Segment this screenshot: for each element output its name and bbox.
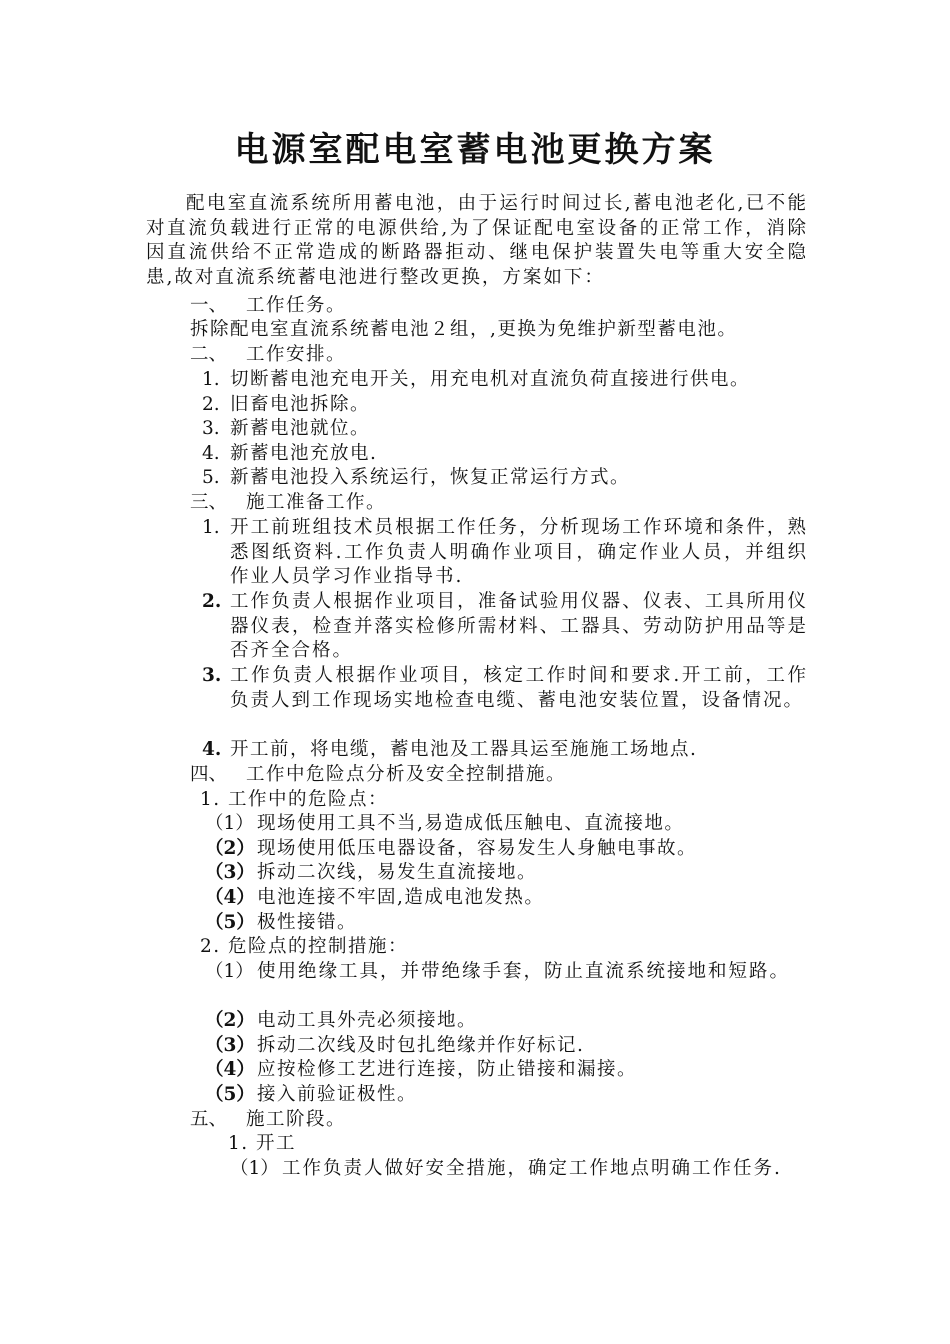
list-item-number: （3）	[205, 862, 255, 883]
list-item: 现场使用工具不当,易造成低压触电、直流接地。	[257, 813, 685, 834]
section-3-number: 三、	[190, 492, 228, 513]
section-5-heading: 施工阶段。	[246, 1109, 347, 1130]
list-item-number: 3.	[202, 418, 220, 439]
section-2-number: 二、	[190, 344, 228, 365]
section-4-heading: 工作中危险点分析及安全控制措施。	[246, 764, 567, 785]
list-item: 现场使用低压电器设备，容易发生人身触电事故。	[257, 838, 698, 859]
section-3-heading: 施工准备工作。	[246, 492, 387, 513]
list-item: 新蓄电池充放电.	[230, 443, 378, 464]
list-item-number: （4）	[205, 887, 255, 908]
list-item: 拆动二次线，易发生直流接地。	[257, 862, 538, 883]
list-item-number: （2）	[205, 838, 255, 859]
subsection-heading: 1. 开工	[228, 1133, 297, 1154]
list-item-number: （1）	[205, 961, 254, 982]
list-item: 电池连接不牢固,造成电池发热。	[257, 887, 545, 908]
list-item-number: 3.	[202, 665, 222, 686]
section-2-heading: 工作安排。	[246, 344, 347, 365]
list-item-number: （2）	[205, 1010, 255, 1031]
subsection-heading: 1. 工作中的危险点：	[200, 789, 389, 810]
list-item-number: （1）	[230, 1158, 279, 1179]
list-item-number: 1.	[202, 369, 220, 390]
section-5-number: 五、	[190, 1109, 228, 1130]
list-item-number: 2.	[202, 591, 222, 612]
list-item: 使用绝缘工具，并带绝缘手套，防止直流系统接地和短路。	[257, 961, 791, 982]
list-item-number: （1）	[205, 813, 254, 834]
section-1-heading: 工作任务。	[246, 295, 347, 316]
list-item: 新蓄电池就位。	[230, 418, 371, 439]
list-item: 拆动二次线及时包扎绝缘并作好标记.	[257, 1035, 585, 1056]
list-item-number: 5.	[202, 467, 220, 488]
list-item: 工作负责人根据作业项目，核定工作时间和要求.开工前，工作负责人到工作现场实地检查电缆、蓄电池安装位置，设备情况。	[230, 665, 808, 711]
section-1-number: 一、	[190, 295, 228, 316]
section-4-number: 四、	[190, 764, 228, 785]
list-item: 旧畜电池拆除。	[230, 394, 371, 415]
list-item: 接入前验证极性。	[257, 1084, 418, 1105]
list-item-number: （5）	[205, 1084, 255, 1105]
list-item: 新蓄电池投入系统运行，恢复正常运行方式。	[230, 467, 631, 488]
list-item: 极性接错。	[257, 912, 358, 933]
list-item-number: 4.	[202, 739, 222, 760]
list-item-number: 1.	[202, 517, 220, 538]
list-item: 切断蓄电池充电开关，用充电机对直流负荷直接进行供电。	[230, 369, 751, 390]
list-item: 电动工具外壳必须接地。	[257, 1010, 478, 1031]
list-item: 应按检修工艺进行连接，防止错接和漏接。	[257, 1059, 638, 1080]
subsection-heading: 2. 危险点的控制措施：	[200, 936, 409, 957]
list-item: 开工前班组技术员根据工作任务，分析现场工作环境和条件，熟悉图纸资料.工作负责人明确作业项目，确定作业人员，并组织作业人员学习作业指导书.	[230, 517, 808, 587]
list-item: 工作负责人根据作业项目，准备试验用仪器、仪表、工具所用仪器仪表，检查并落实检修所需材料、工器具、劳动防护用品等是否齐全合格。	[230, 591, 808, 661]
list-item-number: 2.	[202, 394, 220, 415]
list-item-number: （3）	[205, 1035, 255, 1056]
intro-paragraph: 配电室直流系统所用蓄电池，由于运行时间过长,蓄电池老化,已不能对直流负载进行正常的电源供给,为了保证配电室设备的正常工作，消除因直流供给不正常造成的断路器拒动、继电保护装置失电等重大安全隐患,故对直流系统蓄电池进行整改更换，方案如下：	[146, 193, 808, 288]
list-item: 开工前，将电缆，蓄电池及工器具运至施施工场地点.	[230, 739, 698, 760]
list-item-number: 4.	[202, 443, 220, 464]
list-item-number: （5）	[205, 912, 255, 933]
list-item-number: （4）	[205, 1059, 255, 1080]
document-title: 电源室配电室蓄电池更换方案	[234, 130, 716, 170]
section-1-body: 拆除配电室直流系统蓄电池２组，,更换为免维护新型蓄电池。	[190, 319, 738, 340]
list-item: 工作负责人做好安全措施，确定工作地点明确工作任务.	[282, 1158, 782, 1179]
